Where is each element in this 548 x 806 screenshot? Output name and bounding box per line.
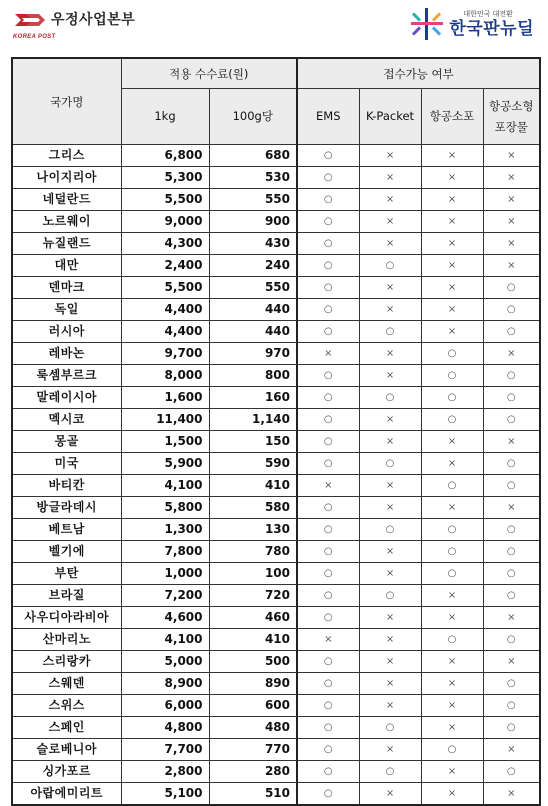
fee-1kg-cell: 4,800	[121, 717, 209, 739]
fee-1kg-cell: 6,000	[121, 695, 209, 717]
korea-post-title: 우정사업본부	[51, 12, 136, 28]
air-parcel-availability-cell: ×	[421, 299, 483, 321]
kpacket-header: K-Packet	[359, 89, 421, 145]
ems-availability-cell: ○	[297, 761, 359, 783]
ems-availability-cell: ○	[297, 145, 359, 167]
fee-100g-cell: 900	[209, 211, 297, 233]
fee-1kg-cell: 7,700	[121, 739, 209, 761]
air-small-packet-header: 항공소형 포장물	[483, 89, 540, 145]
kpacket-availability-cell: ○	[359, 761, 421, 783]
country-name-cell: 레바논	[12, 343, 121, 365]
table-row	[12, 299, 540, 321]
air-small-packet-availability-cell: ×	[483, 431, 540, 453]
air-parcel-availability-cell: ×	[421, 189, 483, 211]
air-parcel-availability-cell: ○	[421, 739, 483, 761]
kpacket-availability-cell: ○	[359, 717, 421, 739]
air-small-packet-availability-cell: ○	[483, 585, 540, 607]
ems-availability-cell: ○	[297, 167, 359, 189]
air-parcel-availability-cell: ×	[421, 167, 483, 189]
table-row	[12, 453, 540, 475]
air-parcel-availability-cell: ×	[421, 233, 483, 255]
kpacket-availability-cell: ×	[359, 343, 421, 365]
air-small-packet-availability-cell: ×	[483, 739, 540, 761]
korea-post-logo	[13, 10, 136, 40]
fee-1kg-cell: 7,200	[121, 585, 209, 607]
fee-1kg-cell: 6,800	[121, 145, 209, 167]
air-parcel-availability-cell: ×	[421, 255, 483, 277]
table-row	[12, 211, 540, 233]
table-row	[12, 343, 540, 365]
fee-100g-cell: 720	[209, 585, 297, 607]
kpacket-availability-cell: ×	[359, 783, 421, 806]
air-small-packet-availability-cell: ○	[483, 277, 540, 299]
air-parcel-availability-cell: ○	[421, 629, 483, 651]
fee-100g-cell: 410	[209, 475, 297, 497]
new-deal-title: 한국판뉴딜	[449, 19, 534, 39]
kpacket-availability-cell: ○	[359, 255, 421, 277]
fee-1kg-cell: 9,000	[121, 211, 209, 233]
kpacket-availability-cell: ×	[359, 673, 421, 695]
fee-100g-cell: 480	[209, 717, 297, 739]
fee-1kg-cell: 1,300	[121, 519, 209, 541]
kpacket-availability-cell: ×	[359, 475, 421, 497]
table-row	[12, 167, 540, 189]
fee-100g-cell: 280	[209, 761, 297, 783]
air-small-packet-availability-cell: ×	[483, 607, 540, 629]
kpacket-availability-cell: ×	[359, 145, 421, 167]
air-small-packet-availability-cell: ○	[483, 717, 540, 739]
country-name-cell: 산마리노	[12, 629, 121, 651]
fee-1kg-cell: 4,300	[121, 233, 209, 255]
country-column-header: 국가명	[12, 58, 121, 145]
air-parcel-availability-cell: ○	[421, 343, 483, 365]
ems-availability-cell: ○	[297, 233, 359, 255]
fee-100g-cell: 410	[209, 629, 297, 651]
air-parcel-availability-cell: ×	[421, 783, 483, 806]
kpacket-availability-cell: ×	[359, 607, 421, 629]
fee-1kg-cell: 9,700	[121, 343, 209, 365]
fee-1kg-cell: 11,400	[121, 409, 209, 431]
air-parcel-availability-cell: ×	[421, 431, 483, 453]
country-name-cell: 네덜란드	[12, 189, 121, 211]
air-small-packet-availability-cell: ○	[483, 519, 540, 541]
fee-100g-cell: 150	[209, 431, 297, 453]
ems-availability-cell: ○	[297, 717, 359, 739]
air-parcel-availability-cell: ○	[421, 475, 483, 497]
fee-100g-cell: 780	[209, 541, 297, 563]
kpacket-availability-cell: ○	[359, 321, 421, 343]
table-row	[12, 409, 540, 431]
air-small-packet-availability-cell: ○	[483, 387, 540, 409]
ems-availability-cell: ○	[297, 453, 359, 475]
ems-availability-cell: ○	[297, 783, 359, 806]
table-row	[12, 717, 540, 739]
table-row	[12, 739, 540, 761]
table-row	[12, 519, 540, 541]
table-row	[12, 365, 540, 387]
air-parcel-availability-cell: ○	[421, 365, 483, 387]
fee-100g-cell: 510	[209, 783, 297, 806]
fee-1kg-cell: 2,800	[121, 761, 209, 783]
air-small-packet-availability-cell: ○	[483, 365, 540, 387]
kpacket-availability-cell: ×	[359, 563, 421, 585]
shipping-fee-table	[11, 57, 541, 806]
table-body	[12, 145, 540, 806]
fee-100g-cell: 130	[209, 519, 297, 541]
table-row	[12, 189, 540, 211]
table-row	[12, 431, 540, 453]
air-small-packet-availability-cell: ○	[483, 409, 540, 431]
kpacket-availability-cell: ×	[359, 695, 421, 717]
air-parcel-availability-cell: ○	[421, 519, 483, 541]
ems-availability-cell: ○	[297, 431, 359, 453]
table-row	[12, 321, 540, 343]
ems-availability-cell: ○	[297, 673, 359, 695]
ems-availability-cell: ○	[297, 211, 359, 233]
fee-100g-cell: 680	[209, 145, 297, 167]
ems-availability-cell: ○	[297, 321, 359, 343]
fee-1kg-cell: 1,600	[121, 387, 209, 409]
kpacket-availability-cell: ×	[359, 189, 421, 211]
fee-100g-cell: 500	[209, 651, 297, 673]
ems-availability-cell: ×	[297, 475, 359, 497]
air-small-packet-availability-cell: ×	[483, 255, 540, 277]
country-name-cell: 뉴질랜드	[12, 233, 121, 255]
air-small-packet-availability-cell: ×	[483, 497, 540, 519]
country-name-cell: 몽골	[12, 431, 121, 453]
ems-availability-cell: ○	[297, 365, 359, 387]
table-row	[12, 563, 540, 585]
ems-availability-cell: ○	[297, 563, 359, 585]
ems-availability-cell: ○	[297, 299, 359, 321]
fee-1kg-cell: 8,900	[121, 673, 209, 695]
page-header	[0, 0, 548, 50]
country-name-cell: 러시아	[12, 321, 121, 343]
fee-1kg-cell: 1,000	[121, 563, 209, 585]
ems-availability-cell: ○	[297, 387, 359, 409]
ems-availability-cell: ○	[297, 277, 359, 299]
ems-availability-cell: ○	[297, 409, 359, 431]
country-name-cell: 브라질	[12, 585, 121, 607]
fee-100g-cell: 550	[209, 189, 297, 211]
korea-post-subtitle: KOREA POST	[13, 34, 56, 40]
fee-1kg-cell: 5,500	[121, 277, 209, 299]
fee-1kg-cell: 5,300	[121, 167, 209, 189]
fee-100g-cell: 440	[209, 321, 297, 343]
fee-100g-cell: 770	[209, 739, 297, 761]
air-small-packet-availability-cell: ×	[483, 145, 540, 167]
country-name-cell: 독일	[12, 299, 121, 321]
air-parcel-availability-cell: ○	[421, 541, 483, 563]
air-parcel-availability-cell: ×	[421, 497, 483, 519]
kpacket-availability-cell: ×	[359, 233, 421, 255]
table-row	[12, 585, 540, 607]
country-name-cell: 베트남	[12, 519, 121, 541]
kpacket-availability-cell: ○	[359, 387, 421, 409]
table-row	[12, 277, 540, 299]
kpacket-availability-cell: ○	[359, 585, 421, 607]
air-parcel-availability-cell: ×	[421, 651, 483, 673]
air-small-packet-availability-cell: ○	[483, 475, 540, 497]
air-small-packet-availability-cell: ○	[483, 321, 540, 343]
table-row	[12, 629, 540, 651]
kpacket-availability-cell: ×	[359, 299, 421, 321]
fee-100g-cell: 440	[209, 299, 297, 321]
country-name-cell: 덴마크	[12, 277, 121, 299]
fee-1kg-cell: 2,400	[121, 255, 209, 277]
fee-100g-cell: 160	[209, 387, 297, 409]
new-deal-logo	[409, 6, 534, 42]
fee-100g-cell: 590	[209, 453, 297, 475]
korea-post-emblem-icon	[13, 10, 47, 36]
country-name-cell: 나이지리아	[12, 167, 121, 189]
ems-availability-cell: ○	[297, 607, 359, 629]
air-small-packet-availability-cell: ×	[483, 211, 540, 233]
air-parcel-availability-cell: ×	[421, 717, 483, 739]
fee-1kg-cell: 4,100	[121, 629, 209, 651]
ems-availability-cell: ×	[297, 343, 359, 365]
ems-availability-cell: ○	[297, 585, 359, 607]
air-small-packet-availability-cell: ×	[483, 233, 540, 255]
fee-100g-header: 100g당	[209, 89, 297, 145]
fee-1kg-cell: 5,900	[121, 453, 209, 475]
fee-100g-cell: 800	[209, 365, 297, 387]
country-name-cell: 스리랑카	[12, 651, 121, 673]
air-parcel-header: 항공소포	[421, 89, 483, 145]
country-name-cell: 스페인	[12, 717, 121, 739]
fee-1kg-cell: 5,100	[121, 783, 209, 806]
ems-availability-cell: ×	[297, 629, 359, 651]
kpacket-availability-cell: ×	[359, 541, 421, 563]
air-small-packet-availability-cell: ×	[483, 343, 540, 365]
fee-1kg-header: 1kg	[121, 89, 209, 145]
kpacket-availability-cell: ×	[359, 211, 421, 233]
table-row	[12, 673, 540, 695]
ems-availability-cell: ○	[297, 519, 359, 541]
air-parcel-availability-cell: ×	[421, 321, 483, 343]
air-parcel-availability-cell: ×	[421, 695, 483, 717]
air-parcel-availability-cell: ×	[421, 673, 483, 695]
table-row	[12, 783, 540, 806]
air-parcel-availability-cell: ×	[421, 761, 483, 783]
kpacket-availability-cell: ○	[359, 519, 421, 541]
fee-1kg-cell: 7,800	[121, 541, 209, 563]
table-row	[12, 475, 540, 497]
fee-100g-cell: 240	[209, 255, 297, 277]
fee-100g-cell: 600	[209, 695, 297, 717]
fee-100g-cell: 1,140	[209, 409, 297, 431]
ems-availability-cell: ○	[297, 651, 359, 673]
country-name-cell: 노르웨이	[12, 211, 121, 233]
fee-100g-cell: 550	[209, 277, 297, 299]
air-parcel-availability-cell: ×	[421, 277, 483, 299]
new-deal-emblem-icon	[409, 6, 445, 42]
fee-1kg-cell: 5,000	[121, 651, 209, 673]
country-name-cell: 미국	[12, 453, 121, 475]
country-name-cell: 슬로베니아	[12, 739, 121, 761]
air-parcel-availability-cell: ○	[421, 563, 483, 585]
ems-availability-cell: ○	[297, 695, 359, 717]
table-row	[12, 387, 540, 409]
table-row	[12, 145, 540, 167]
air-small-packet-availability-cell: ○	[483, 541, 540, 563]
fee-100g-cell: 970	[209, 343, 297, 365]
ems-availability-cell: ○	[297, 189, 359, 211]
table-header	[12, 58, 540, 145]
country-name-cell: 대만	[12, 255, 121, 277]
air-parcel-availability-cell: ×	[421, 211, 483, 233]
table-row	[12, 233, 540, 255]
kpacket-availability-cell: ×	[359, 651, 421, 673]
ems-availability-cell: ○	[297, 255, 359, 277]
kpacket-availability-cell: ×	[359, 497, 421, 519]
air-small-packet-availability-cell: ○	[483, 673, 540, 695]
fee-100g-cell: 460	[209, 607, 297, 629]
country-name-cell: 싱가포르	[12, 761, 121, 783]
fee-1kg-cell: 4,400	[121, 321, 209, 343]
table-row	[12, 651, 540, 673]
ems-availability-cell: ○	[297, 541, 359, 563]
ems-header: EMS	[297, 89, 359, 145]
country-name-cell: 사우디아라비아	[12, 607, 121, 629]
country-name-cell: 스웨덴	[12, 673, 121, 695]
air-small-packet-availability-cell: ○	[483, 299, 540, 321]
air-small-packet-availability-cell: ×	[483, 167, 540, 189]
kpacket-availability-cell: ×	[359, 739, 421, 761]
air-small-packet-availability-cell: ○	[483, 629, 540, 651]
kpacket-availability-cell: ○	[359, 453, 421, 475]
fee-100g-cell: 430	[209, 233, 297, 255]
kpacket-availability-cell: ×	[359, 277, 421, 299]
country-name-cell: 말레이시아	[12, 387, 121, 409]
country-name-cell: 아랍에미리트	[12, 783, 121, 806]
fee-1kg-cell: 4,400	[121, 299, 209, 321]
fee-1kg-cell: 5,500	[121, 189, 209, 211]
country-name-cell: 부탄	[12, 563, 121, 585]
country-name-cell: 바티칸	[12, 475, 121, 497]
country-name-cell: 멕시코	[12, 409, 121, 431]
air-small-packet-availability-cell: ○	[483, 761, 540, 783]
new-deal-tagline: 대한민국 대전환	[463, 10, 513, 18]
air-small-packet-availability-cell: ×	[483, 651, 540, 673]
air-parcel-availability-cell: ×	[421, 585, 483, 607]
country-name-cell: 스위스	[12, 695, 121, 717]
air-small-packet-availability-cell: ×	[483, 189, 540, 211]
ems-availability-cell: ○	[297, 497, 359, 519]
fee-group-header: 적용 수수료(원)	[121, 58, 297, 89]
air-parcel-availability-cell: ×	[421, 145, 483, 167]
table-row	[12, 761, 540, 783]
fee-1kg-cell: 1,500	[121, 431, 209, 453]
country-name-cell: 방글라데시	[12, 497, 121, 519]
fee-100g-cell: 100	[209, 563, 297, 585]
kpacket-availability-cell: ×	[359, 431, 421, 453]
kpacket-availability-cell: ×	[359, 629, 421, 651]
fee-1kg-cell: 4,100	[121, 475, 209, 497]
acceptance-group-header: 접수가능 여부	[297, 58, 540, 89]
table-row	[12, 695, 540, 717]
fee-100g-cell: 530	[209, 167, 297, 189]
kpacket-availability-cell: ×	[359, 167, 421, 189]
table-row	[12, 497, 540, 519]
ems-availability-cell: ○	[297, 739, 359, 761]
air-small-packet-availability-cell: ○	[483, 453, 540, 475]
air-small-packet-availability-cell: ○	[483, 695, 540, 717]
air-parcel-availability-cell: ○	[421, 387, 483, 409]
fee-1kg-cell: 8,000	[121, 365, 209, 387]
country-name-cell: 그리스	[12, 145, 121, 167]
table-row	[12, 607, 540, 629]
air-small-packet-availability-cell: ×	[483, 783, 540, 806]
fee-1kg-cell: 5,800	[121, 497, 209, 519]
fee-100g-cell: 890	[209, 673, 297, 695]
air-small-packet-availability-cell: ○	[483, 563, 540, 585]
air-parcel-availability-cell: ○	[421, 409, 483, 431]
air-parcel-availability-cell: ×	[421, 453, 483, 475]
table-row	[12, 541, 540, 563]
kpacket-availability-cell: ×	[359, 365, 421, 387]
fee-1kg-cell: 4,600	[121, 607, 209, 629]
kpacket-availability-cell: ×	[359, 409, 421, 431]
country-name-cell: 룩셈부르크	[12, 365, 121, 387]
country-name-cell: 벨기에	[12, 541, 121, 563]
table-row	[12, 255, 540, 277]
fee-100g-cell: 580	[209, 497, 297, 519]
air-parcel-availability-cell: ×	[421, 607, 483, 629]
